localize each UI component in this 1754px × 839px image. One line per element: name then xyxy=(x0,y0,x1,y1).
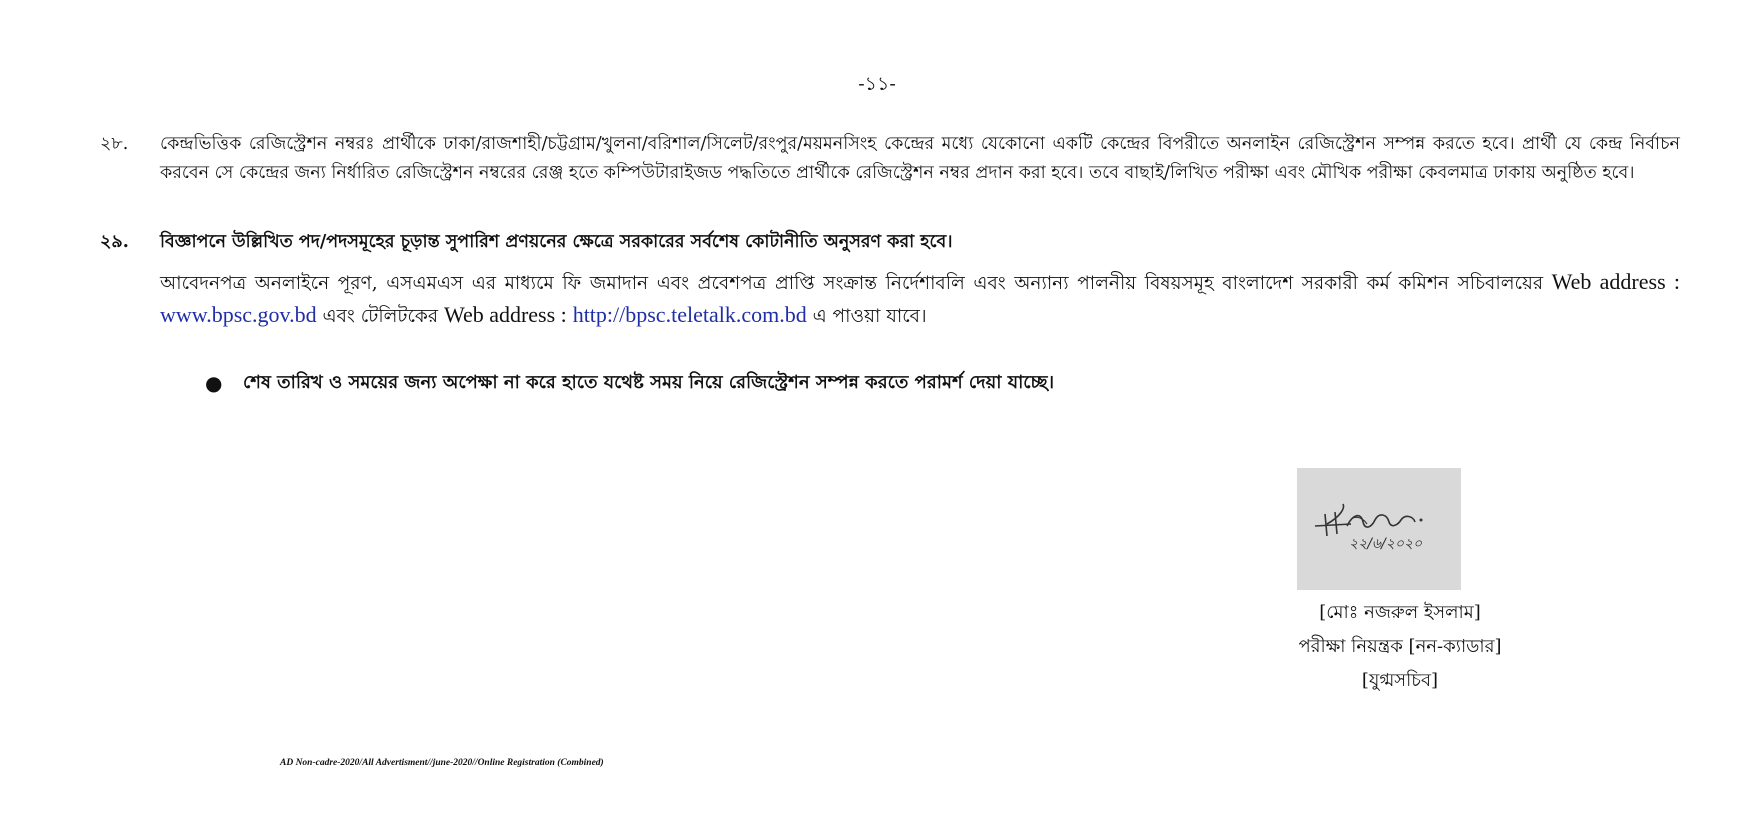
info-text-after: এ পাওয়া যাবে। xyxy=(812,306,927,327)
signature-lines xyxy=(1250,596,1550,698)
item-number: ২৯. xyxy=(100,232,129,252)
signature-image xyxy=(1297,468,1461,590)
teletalk-website-link[interactable]: http://bpsc.teletalk.com.bd xyxy=(572,302,807,327)
signatory-name: [মোঃ নজরুল ইসলাম] xyxy=(1319,602,1481,623)
item-text: বিজ্ঞাপনে উল্লিখিত পদ/পদসমূহের চূড়ান্ত সুপারিশ প্রণয়নের ক্ষেত্রে সরকারের সর্বশেষ কোটানীতি অনুসরণ করা হবে। xyxy=(160,232,953,252)
bullet-note xyxy=(205,368,1054,398)
signatory-rank: [যুগ্মসচিব] xyxy=(1361,670,1439,691)
info-text-before: আবেদনপত্র অনলাইনে পূরণ, এসএমএস এর মাধ্যমে ফি জমাদান এবং প্রবেশপত্র প্রাপ্তি সংক্রান্ত নির্দেশাবলি এবং অন্যান্য পালনীয় বিষয়সমূহ বাংলাদেশ সরকারী কর্ম কমিশন সচিবালয়ের xyxy=(160,273,1544,294)
footer-reference: AD Non-cadre-2020/All Advertisment//june-2020//Online Registration (Combined) xyxy=(280,758,604,768)
info-text-middle: এবং টেলিটকের xyxy=(322,306,439,327)
web-address-label: Web address : xyxy=(1551,269,1681,294)
web-address-label: Web address : xyxy=(443,302,567,327)
svg-text:২২/৬/২০২০: ২২/৬/২০২০ xyxy=(1349,536,1423,552)
list-item-28 xyxy=(100,130,1680,188)
list-item-29 xyxy=(100,228,1680,257)
handwritten-signature-icon xyxy=(1297,468,1461,590)
bpsc-website-link[interactable]: www.bpsc.gov.bd xyxy=(160,302,317,327)
info-paragraph xyxy=(160,266,1680,332)
item-text: কেন্দ্রভিত্তিক রেজিস্ট্রেশন নম্বরঃ প্রার্থীকে ঢাকা/রাজশাহী/চট্টগ্রাম/খুলনা/বরিশাল/সিলেট/রংপুর/ময়মনসিংহ কেন্দ্রের মধ্যে যেকোনো একটি কেন্দ্রের বিপরীতে অনলাইন রেজিস্ট্রেশন সম্পন্ন করতে হবে। প্রার্থী যে কেন্দ্র নির্বাচন করবেন সে কেন্দ্রের জন্য নির্ধারিত রেজিস্ট্রেশন নম্বরের রেঞ্জ হতে কম্পিউটারাইজড পদ্ধতিতে প্রার্থীকে রেজিস্ট্রেশন নম্বর প্রদান করা হবে। তবে বাছাই/লিখিত পরীক্ষা এবং মৌখিক পরীক্ষা কেবলমাত্র ঢাকায় অনুষ্ঠিত হবে। xyxy=(160,134,1680,183)
page-number: -১১- xyxy=(858,73,896,95)
item-number: ২৮. xyxy=(100,134,129,154)
bullet-note-text: শেষ তারিখ ও সময়ের জন্য অপেক্ষা না করে হাতে যথেষ্ট সময় নিয়ে রেজিস্ট্রেশন সম্পন্ন করতে পরামর্শ দেয়া যাচ্ছে। xyxy=(243,372,1055,393)
signatory-title: পরীক্ষা নিয়ন্ত্রক [নন-ক্যাডার] xyxy=(1298,636,1502,657)
bullet-icon: ● xyxy=(205,371,223,395)
